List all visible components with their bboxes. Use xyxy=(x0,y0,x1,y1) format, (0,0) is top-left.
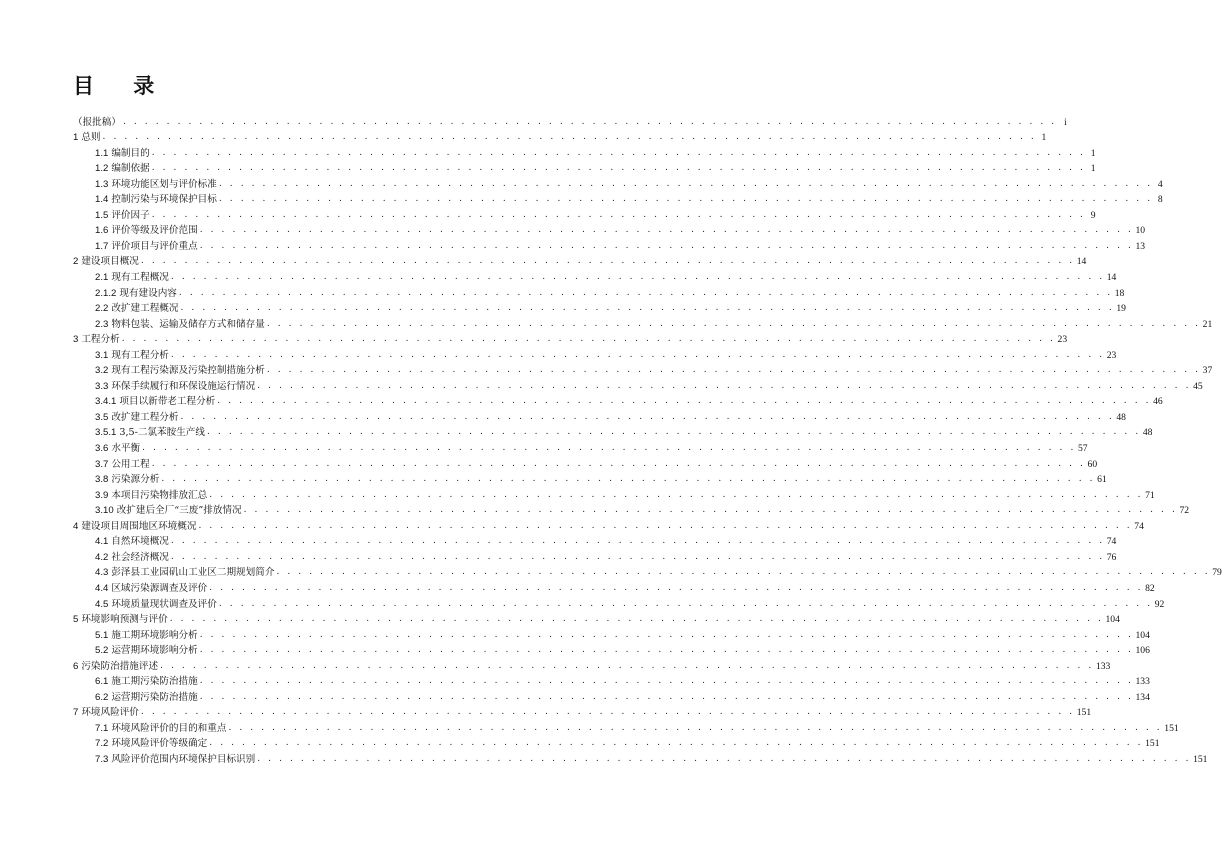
toc-entry-number: 3.4.1 xyxy=(95,396,117,408)
dot-leader: . . . . . . . . . . . . . . . . . . . . . . . . . . . . . . . . . . . . . . . . . . . . . . . . . . . . . . . . . . . . . . . . . . . . . . . . . . . . . . . . . . . . . . xyxy=(169,614,1104,625)
toc-entry-page: 9 xyxy=(1090,209,1096,221)
dot-leader: . . . . . . . . . . . . . . . . . . . . . . . . . . . . . . . . . . . . . . . . . . . . . . . . . . . . . . . . . . . . . . . . . . . . . . . . . . . . . . . . . . . . . . xyxy=(180,411,1115,422)
toc-entry[interactable] xyxy=(95,407,1126,423)
toc-entry-number: 2.1 xyxy=(95,272,109,284)
toc-entry-label xyxy=(95,645,200,656)
toc-entry-label xyxy=(95,723,228,734)
toc-entry[interactable] xyxy=(95,314,1213,330)
toc-entry[interactable] xyxy=(73,330,1068,346)
toc-entry-page: 151 xyxy=(1145,738,1160,750)
toc-entry[interactable] xyxy=(73,610,1120,626)
dot-leader: . . . . . . . . . . . . . . . . . . . . . . . . . . . . . . . . . . . . . . . . . . . . . . . . . . . . . . . . . . . . . . . . . . . . . . . . . . . . . . . . . . . . . . xyxy=(151,458,1086,469)
toc-entry-number: 3.7 xyxy=(95,458,109,470)
toc-entry-title: 风险评价范围内环境保护目标识别 xyxy=(111,753,256,765)
toc-entry[interactable] xyxy=(95,345,1117,361)
toc-entry-title: 评价因子 xyxy=(111,209,150,221)
toc-entry[interactable] xyxy=(95,547,1117,563)
toc-entry-label xyxy=(73,707,141,718)
toc-entry-title: 区域污染源调查及评价 xyxy=(111,582,208,594)
toc-entry[interactable] xyxy=(95,143,1096,159)
dot-leader: . . . . . . . . . . . . . . . . . . . . . . . . . . . . . . . . . . . . . . . . . . . . . . . . . . . . . . . . . . . . . . . . . . . . . . . . . . . . . . . . . . . . . . xyxy=(140,707,1075,718)
toc-entry[interactable] xyxy=(95,532,1117,548)
toc-entry[interactable] xyxy=(95,563,1222,579)
toc-entry-label xyxy=(95,692,200,703)
toc-entry-number: 5.2 xyxy=(95,645,109,657)
dot-leader: . . . . . . . . . . . . . . . . . . . . . . . . . . . . . . . . . . . . . . . . . . . . . . . . . . . . . . . . . . . . . . . . . . . . . . . . . . . . . . . . . . . . . . xyxy=(142,443,1076,454)
toc-entry-label xyxy=(73,117,123,128)
toc-entry-number: 7 xyxy=(73,707,79,719)
dot-leader: . . . . . . . . . . . . . . . . . . . . . . . . . . . . . . . . . . . . . . . . . . . . . . . . . . . . . . . . . . . . . . . . . . . . . . . . . . . . . . . . . . . . . . xyxy=(207,427,1141,438)
toc-entry-number: 5.1 xyxy=(95,629,109,641)
toc-entry-number: 1.4 xyxy=(95,194,109,206)
toc-entry-number: 1 xyxy=(73,132,79,144)
toc-entry-page: 1 xyxy=(1041,132,1047,144)
dot-leader: . . . . . . . . . . . . . . . . . . . . . . . . . . . . . . . . . . . . . . . . . . . . . . . . . . . . . . . . . . . . . . . . . . . . . . . . . . . . . . . . . . . . . . xyxy=(102,132,1037,143)
toc-entry-title: 工程分析 xyxy=(81,334,120,346)
toc-entry-label xyxy=(95,630,200,641)
toc-entry-title: 建设项目概况 xyxy=(81,256,139,268)
toc-entry-page: 23 xyxy=(1057,334,1068,346)
toc-entry-number: 1.6 xyxy=(95,225,109,237)
toc-entry-label xyxy=(95,163,152,174)
toc-entry[interactable] xyxy=(95,221,1146,237)
toc-entry[interactable] xyxy=(95,361,1213,377)
toc-entry-label xyxy=(95,490,209,501)
toc-entry-title: 污染源分析 xyxy=(111,474,160,486)
toc-entry[interactable] xyxy=(73,703,1092,719)
toc-entry-number: 1.1 xyxy=(95,147,109,159)
toc-entry-label xyxy=(95,225,200,236)
toc-entry-label xyxy=(95,567,276,578)
toc-entry-title: 控制污染与环境保护目标 xyxy=(111,194,217,206)
toc-list xyxy=(0,112,1222,765)
toc-entry-label xyxy=(95,459,152,470)
toc-entry-page: 79 xyxy=(1212,567,1222,579)
toc-entry-label xyxy=(95,319,267,330)
toc-entry[interactable] xyxy=(95,625,1150,641)
toc-entry[interactable] xyxy=(95,205,1096,221)
toc-entry[interactable] xyxy=(95,485,1155,501)
toc-entry-number: 6.2 xyxy=(95,691,109,703)
toc-entry-page: 14 xyxy=(1076,256,1087,268)
toc-entry-page: 45 xyxy=(1193,380,1203,392)
toc-entry-page: 104 xyxy=(1135,629,1150,641)
toc-entry-title: 编制目的 xyxy=(111,147,150,159)
toc-entry-page: 71 xyxy=(1145,489,1155,501)
toc-entry-label xyxy=(95,474,161,485)
toc-entry[interactable] xyxy=(95,470,1107,486)
toc-entry[interactable] xyxy=(95,594,1165,610)
toc-entry-number: 3.1 xyxy=(95,349,109,361)
toc-entry-page: 106 xyxy=(1135,645,1150,657)
toc-entry-label xyxy=(73,521,198,532)
toc-entry-label xyxy=(95,443,142,454)
dot-leader: . . . . . . . . . . . . . . . . . . . . . . . . . . . . . . . . . . . . . . . . . . . . . . . . . . . . . . . . . . . . . . . . . . . . . . . . . . . . . . . . . . . . . . xyxy=(122,116,1057,127)
dot-leader: . . . . . . . . . . . . . . . . . . . . . . . . . . . . . . . . . . . . . . . . . . . . . . . . . . . . . . . . . . . . . . . . . . . . . . . . . . . . . . . . . . . . . . xyxy=(257,753,1192,764)
toc-entry-number: 3.5.1 xyxy=(95,427,117,439)
toc-entry-number: 1.2 xyxy=(95,163,109,175)
toc-entry-page: 10 xyxy=(1135,225,1146,237)
toc-entry-title: 3,5-二氯苯胺生产线 xyxy=(119,427,205,439)
toc-entry[interactable] xyxy=(95,718,1179,734)
toc-entry-label xyxy=(95,381,257,392)
toc-entry-page: 133 xyxy=(1095,660,1111,672)
toc-entry-page: 48 xyxy=(1142,427,1153,439)
toc-entry[interactable] xyxy=(73,112,1067,128)
toc-entry-page: 23 xyxy=(1106,349,1117,361)
toc-entry-title: 环境功能区划与评价标准 xyxy=(111,178,217,190)
toc-entry-page: 60 xyxy=(1087,458,1098,470)
dot-leader: . . . . . . . . . . . . . . . . . . . . . . . . . . . . . . . . . . . . . . . . . . . . . . . . . . . . . . . . . . . . . . . . . . . . . . . . . . . . . . . . . . . . . . xyxy=(257,380,1192,391)
toc-entry-page: 92 xyxy=(1154,598,1165,610)
toc-entry-page: 74 xyxy=(1106,536,1117,548)
toc-entry-page: 151 xyxy=(1164,722,1179,734)
toc-entry-label xyxy=(95,754,257,765)
toc-entry-title: 现有工程分析 xyxy=(111,349,169,361)
toc-entry-number: 2.2 xyxy=(95,303,109,315)
toc-entry-title: 项目以新带老工程分析 xyxy=(119,396,216,408)
toc-entry-page: 57 xyxy=(1077,443,1088,455)
dot-leader: . . . . . . . . . . . . . . . . . . . . . . . . . . . . . . . . . . . . . . . . . . . . . . . . . . . . . . . . . . . . . . . . . . . . . . . . . . . . . . . . . . . . . . xyxy=(199,629,1134,640)
toc-entry-title: 改扩建后全厂“三废”排放情况 xyxy=(116,505,242,517)
toc-entry-label xyxy=(95,536,171,547)
toc-entry-label xyxy=(95,365,267,376)
toc-entry-label xyxy=(95,303,181,314)
toc-entry-title: 水平衡 xyxy=(111,443,141,455)
toc-entry-number: 1.5 xyxy=(95,209,109,221)
toc-entry-title: 环境风险评价的目的和重点 xyxy=(111,722,227,734)
toc-entry-label xyxy=(95,210,152,221)
toc-entry-title: 社会经济概况 xyxy=(111,551,169,563)
toc-entry[interactable] xyxy=(95,734,1160,750)
toc-entry[interactable] xyxy=(95,749,1208,765)
toc-entry-label xyxy=(95,738,209,749)
toc-entry-page: 37 xyxy=(1202,365,1213,377)
toc-entry-title: 总则 xyxy=(81,132,101,144)
toc-entry-number: 2.1.2 xyxy=(95,287,117,299)
toc-entry-label xyxy=(73,256,141,267)
toc-entry-title: 污染防治措施评述 xyxy=(81,660,159,672)
dot-leader: . . . . . . . . . . . . . . . . . . . . . . . . . . . . . . . . . . . . . . . . . . . . . . . . . . . . . . . . . . . . . . . . . . . . . . . . . . . . . . . . . . . . . . xyxy=(170,272,1105,283)
dot-leader: . . . . . . . . . . . . . . . . . . . . . . . . . . . . . . . . . . . . . . . . . . . . . . . . . . . . . . . . . . . . . . . . . . . . . . . . . . . . . . . . . . . . . . xyxy=(218,598,1153,609)
toc-entry[interactable] xyxy=(95,501,1190,517)
toc-entry-title: 环保手续履行和环保设施运行情况 xyxy=(111,380,256,392)
toc-entry[interactable] xyxy=(73,128,1047,144)
dot-leader: . . . . . . . . . . . . . . . . . . . . . . . . . . . . . . . . . . . . . . . . . . . . . . . . . . . . . . . . . . . . . . . . . . . . . . . . . . . . . . . . . . . . . . xyxy=(199,676,1134,687)
toc-entry-page: 61 xyxy=(1097,474,1107,486)
toc-entry-label xyxy=(95,583,209,594)
toc-entry-number: 3.3 xyxy=(95,380,109,392)
toc-entry[interactable] xyxy=(95,672,1150,688)
dot-leader: . . . . . . . . . . . . . . . . . . . . . . . . . . . . . . . . . . . . . . . . . . . . . . . . . . . . . . . . . . . . . . . . . . . . . . . . . . . . . . . . . . . . . . xyxy=(243,505,1178,516)
dot-leader: . . . . . . . . . . . . . . . . . . . . . . . . . . . . . . . . . . . . . . . . . . . . . . . . . . . . . . . . . . . . . . . . . . . . . . . . . . . . . . . . . . . . . . xyxy=(266,318,1201,329)
dot-leader: . . . . . . . . . . . . . . . . . . . . . . . . . . . . . . . . . . . . . . . . . . . . . . . . . . . . . . . . . . . . . . . . . . . . . . . . . . . . . . . . . . . . . . xyxy=(199,240,1134,251)
toc-entry-title: 公用工程 xyxy=(111,458,150,470)
toc-entry[interactable] xyxy=(95,190,1163,206)
toc-entry-label xyxy=(73,334,122,345)
toc-entry-number: 1.7 xyxy=(95,240,109,252)
toc-entry-number: 4.4 xyxy=(95,582,109,594)
toc-entry-page: 134 xyxy=(1135,691,1150,703)
toc-entry-title: 自然环境概况 xyxy=(111,536,169,548)
toc-entry-number: 2 xyxy=(73,256,79,268)
toc-entry-title: 施工期环境影响分析 xyxy=(111,629,198,641)
toc-entry-title: 环境质量现状调查及评价 xyxy=(111,598,217,610)
toc-entry-page: 48 xyxy=(1116,411,1126,423)
toc-entry[interactable] xyxy=(95,236,1146,252)
toc-entry-number: 1.3 xyxy=(95,178,109,190)
toc-entry-title: 本项目污染物排放汇总 xyxy=(111,489,208,501)
toc-entry-title: 现有工程概况 xyxy=(111,272,169,284)
toc-entry-title: 评价等级及评价范围 xyxy=(111,225,198,237)
toc-entry-page: 82 xyxy=(1145,582,1155,594)
toc-entry[interactable] xyxy=(95,454,1098,470)
dot-leader: . . . . . . . . . . . . . . . . . . . . . . . . . . . . . . . . . . . . . . . . . . . . . . . . . . . . . . . . . . . . . . . . . . . . . . . . . . . . . . . . . . . . . . xyxy=(170,536,1105,547)
toc-entry-number: 7.1 xyxy=(95,722,109,734)
toc-entry-number: 7.2 xyxy=(95,738,109,750)
toc-entry-page: 72 xyxy=(1179,505,1190,517)
toc-entry-label xyxy=(95,427,207,438)
dot-leader: . . . . . . . . . . . . . . . . . . . . . . . . . . . . . . . . . . . . . . . . . . . . . . . . . . . . . . . . . . . . . . . . . . . . . . . . . . . . . . . . . . . . . . xyxy=(218,194,1153,205)
toc-entry[interactable] xyxy=(95,376,1203,392)
dot-leader: . . . . . . . . . . . . . . . . . . . . . . . . . . . . . . . . . . . . . . . . . . . . . . . . . . . . . . . . . . . . . . . . . . . . . . . . . . . . . . . . . . . . . . xyxy=(161,474,1096,485)
toc-entry-label xyxy=(95,599,219,610)
toc-entry-label xyxy=(95,272,171,283)
dot-leader: . . . . . . . . . . . . . . . . . . . . . . . . . . . . . . . . . . . . . . . . . . . . . . . . . . . . . . . . . . . . . . . . . . . . . . . . . . . . . . . . . . . . . . xyxy=(209,489,1144,500)
toc-entry-number: 5 xyxy=(73,614,79,626)
toc-entry[interactable] xyxy=(95,159,1096,175)
toc-entry[interactable] xyxy=(95,438,1088,455)
dot-leader: . . . . . . . . . . . . . . . . . . . . . . . . . . . . . . . . . . . . . . . . . . . . . . . . . . . . . . . . . . . . . . . . . . . . . . . . . . . . . . . . . . . . . . xyxy=(140,256,1075,267)
toc-entry-number: 3.8 xyxy=(95,474,109,486)
toc-entry-label xyxy=(95,148,152,159)
dot-leader: . . . . . . . . . . . . . . . . . . . . . . . . . . . . . . . . . . . . . . . . . . . . . . . . . . . . . . . . . . . . . . . . . . . . . . . . . . . . . . . . . . . . . . xyxy=(276,567,1211,578)
toc-entry-label xyxy=(73,132,103,143)
toc-entry-label xyxy=(73,661,160,672)
toc-entry-number: 4.1 xyxy=(95,536,109,548)
toc-entry-label xyxy=(95,676,200,687)
toc-entry[interactable] xyxy=(95,392,1163,408)
dot-leader: . . . . . . . . . . . . . . . . . . . . . . . . . . . . . . . . . . . . . . . . . . . . . . . . . . . . . . . . . . . . . . . . . . . . . . . . . . . . . . . . . . . . . . xyxy=(180,303,1115,314)
dot-leader: . . . . . . . . . . . . . . . . . . . . . . . . . . . . . . . . . . . . . . . . . . . . . . . . . . . . . . . . . . . . . . . . . . . . . . . . . . . . . . . . . . . . . . xyxy=(151,209,1086,220)
toc-entry-title: 环境影响预测与评价 xyxy=(81,614,168,626)
dot-leader: . . . . . . . . . . . . . . . . . . . . . . . . . . . . . . . . . . . . . . . . . . . . . . . . . . . . . . . . . . . . . . . . . . . . . . . . . . . . . . . . . . . . . . xyxy=(151,163,1086,174)
dot-leader: . . . . . . . . . . . . . . . . . . . . . . . . . . . . . . . . . . . . . . . . . . . . . . . . . . . . . . . . . . . . . . . . . . . . . . . . . . . . . . . . . . . . . . xyxy=(170,349,1105,360)
dot-leader: . . . . . . . . . . . . . . . . . . . . . . . . . . . . . . . . . . . . . . . . . . . . . . . . . . . . . . . . . . . . . . . . . . . . . . . . . . . . . . . . . . . . . . xyxy=(218,178,1153,189)
toc-entry[interactable] xyxy=(95,299,1126,315)
dot-leader: . . . . . . . . . . . . . . . . . . . . . . . . . . . . . . . . . . . . . . . . . . . . . . . . . . . . . . . . . . . . . . . . . . . . . . . . . . . . . . . . . . . . . . xyxy=(209,738,1144,749)
toc-entry-title: 环境风险评价等级确定 xyxy=(111,738,208,750)
toc-entry-number: 3 xyxy=(73,334,79,346)
toc-entry-page: 133 xyxy=(1135,676,1150,688)
toc-entry-label xyxy=(95,412,181,423)
dot-leader: . . . . . . . . . . . . . . . . . . . . . . . . . . . . . . . . . . . . . . . . . . . . . . . . . . . . . . . . . . . . . . . . . . . . . . . . . . . . . . . . . . . . . . xyxy=(121,334,1056,345)
toc-entry-page: 151 xyxy=(1193,753,1208,765)
dot-leader: . . . . . . . . . . . . . . . . . . . . . . . . . . . . . . . . . . . . . . . . . . . . . . . . . . . . . . . . . . . . . . . . . . . . . . . . . . . . . . . . . . . . . . xyxy=(199,691,1134,702)
dot-leader: . . . . . . . . . . . . . . . . . . . . . . . . . . . . . . . . . . . . . . . . . . . . . . . . . . . . . . . . . . . . . . . . . . . . . . . . . . . . . . . . . . . . . . xyxy=(198,520,1133,531)
toc-entry-title: 运营期污染防治措施 xyxy=(111,691,198,703)
dot-leader: . . . . . . . . . . . . . . . . . . . . . . . . . . . . . . . . . . . . . . . . . . . . . . . . . . . . . . . . . . . . . . . . . . . . . . . . . . . . . . . . . . . . . . xyxy=(217,396,1152,407)
toc-entry-page: 46 xyxy=(1153,396,1163,408)
toc-entry[interactable] xyxy=(73,252,1087,268)
toc-entry-title: 运营期环境影响分析 xyxy=(111,645,198,657)
toc-entry-number: 3.10 xyxy=(95,505,114,517)
dot-leader: . . . . . . . . . . . . . . . . . . . . . . . . . . . . . . . . . . . . . . . . . . . . . . . . . . . . . . . . . . . . . . . . . . . . . . . . . . . . . . . . . . . . . . xyxy=(228,722,1163,733)
toc-entry-number: 3.9 xyxy=(95,489,109,501)
toc-entry-number: 6.1 xyxy=(95,676,109,688)
toc-entry-page: 13 xyxy=(1135,240,1146,252)
toc-entry-title: 彭泽县工业园矶山工业区二期规划简介 xyxy=(111,567,275,579)
toc-entry-page: 4 xyxy=(1157,178,1163,190)
toc-entry-title: 施工期污染防治措施 xyxy=(111,676,198,688)
toc-entry[interactable] xyxy=(95,423,1153,439)
toc-entry-page: 8 xyxy=(1157,194,1163,206)
toc-entry-label xyxy=(95,505,244,516)
dot-leader: . . . . . . . . . . . . . . . . . . . . . . . . . . . . . . . . . . . . . . . . . . . . . . . . . . . . . . . . . . . . . . . . . . . . . . . . . . . . . . . . . . . . . . xyxy=(209,582,1144,593)
toc-entry-page: 14 xyxy=(1106,272,1117,284)
toc-entry-number: 3.6 xyxy=(95,443,109,455)
toc-entry[interactable] xyxy=(95,174,1163,190)
toc-entry-number: 2.3 xyxy=(95,318,109,330)
toc-entry-title: 改扩建工程概况 xyxy=(111,303,179,315)
toc-entry-title: 环境风险评价 xyxy=(81,707,139,719)
toc-entry-label xyxy=(95,288,179,299)
toc-entry-title: 物料包装、运输及储存方式和储存量 xyxy=(111,318,265,330)
toc-entry-page: 151 xyxy=(1076,707,1092,719)
toc-entry-label xyxy=(73,614,170,625)
page-title: 目 录 xyxy=(73,73,171,98)
toc-entry-title: 评价项目与评价重点 xyxy=(111,240,198,252)
toc-entry-number: 4.2 xyxy=(95,551,109,563)
toc-entry-title: 建设项目周围地区环境概况 xyxy=(81,520,197,532)
toc-entry[interactable] xyxy=(73,656,1111,672)
toc-entry-page: 74 xyxy=(1134,520,1144,532)
toc-entry-title: 改扩建工程分析 xyxy=(111,411,179,423)
dot-leader: . . . . . . . . . . . . . . . . . . . . . . . . . . . . . . . . . . . . . . . . . . . . . . . . . . . . . . . . . . . . . . . . . . . . . . . . . . . . . . . . . . . . . . xyxy=(160,660,1094,671)
toc-entry-number: 4 xyxy=(73,520,79,532)
dot-leader: . . . . . . . . . . . . . . . . . . . . . . . . . . . . . . . . . . . . . . . . . . . . . . . . . . . . . . . . . . . . . . . . . . . . . . . . . . . . . . . . . . . . . . xyxy=(199,645,1134,656)
toc-entry[interactable] xyxy=(95,283,1125,299)
dot-leader: . . . . . . . . . . . . . . . . . . . . . . . . . . . . . . . . . . . . . . . . . . . . . . . . . . . . . . . . . . . . . . . . . . . . . . . . . . . . . . . . . . . . . . xyxy=(266,365,1201,376)
toc-entry-number: 3.2 xyxy=(95,365,109,377)
toc-entry[interactable] xyxy=(95,641,1150,657)
toc-entry-page: 1 xyxy=(1090,163,1096,175)
toc-entry-page: 19 xyxy=(1116,303,1126,315)
toc-entry[interactable] xyxy=(95,578,1155,594)
toc-entry[interactable] xyxy=(73,516,1144,532)
toc-entry-title: 现有建设内容 xyxy=(119,287,177,299)
toc-entry-title: （报批稿） xyxy=(73,116,121,128)
toc-entry-page: i xyxy=(1064,116,1067,128)
toc-entry-number: 4.3 xyxy=(95,567,109,579)
toc-entry-label xyxy=(95,552,171,563)
toc-entry-label xyxy=(95,396,217,407)
toc-entry[interactable] xyxy=(95,267,1117,284)
toc-entry-page: 104 xyxy=(1105,614,1120,626)
toc-entry-page: 1 xyxy=(1090,147,1096,159)
toc-entry-page: 21 xyxy=(1202,318,1213,330)
dot-leader: . . . . . . . . . . . . . . . . . . . . . . . . . . . . . . . . . . . . . . . . . . . . . . . . . . . . . . . . . . . . . . . . . . . . . . . . . . . . . . . . . . . . . . xyxy=(178,287,1113,298)
toc-entry-page: 18 xyxy=(1114,287,1125,299)
toc-entry-label xyxy=(95,241,200,252)
toc-entry-page: 76 xyxy=(1106,551,1117,563)
toc-entry-title: 现有工程污染源及污染控制措施分析 xyxy=(111,365,265,377)
toc-entry-number: 7.3 xyxy=(95,753,109,765)
dot-leader: . . . . . . . . . . . . . . . . . . . . . . . . . . . . . . . . . . . . . . . . . . . . . . . . . . . . . . . . . . . . . . . . . . . . . . . . . . . . . . . . . . . . . . xyxy=(199,225,1134,236)
dot-leader: . . . . . . . . . . . . . . . . . . . . . . . . . . . . . . . . . . . . . . . . . . . . . . . . . . . . . . . . . . . . . . . . . . . . . . . . . . . . . . . . . . . . . . xyxy=(151,147,1086,158)
toc-entry-number: 6 xyxy=(73,660,79,672)
toc-entry-title: 编制依据 xyxy=(111,163,150,175)
dot-leader: . . . . . . . . . . . . . . . . . . . . . . . . . . . . . . . . . . . . . . . . . . . . . . . . . . . . . . . . . . . . . . . . . . . . . . . . . . . . . . . . . . . . . . xyxy=(170,551,1105,562)
toc-entry-number: 3.5 xyxy=(95,411,109,423)
toc-entry-label xyxy=(95,194,219,205)
toc-entry-label xyxy=(95,350,171,361)
toc-entry-number: 4.5 xyxy=(95,598,109,610)
toc-entry-label xyxy=(95,179,219,190)
toc-entry[interactable] xyxy=(95,687,1150,703)
